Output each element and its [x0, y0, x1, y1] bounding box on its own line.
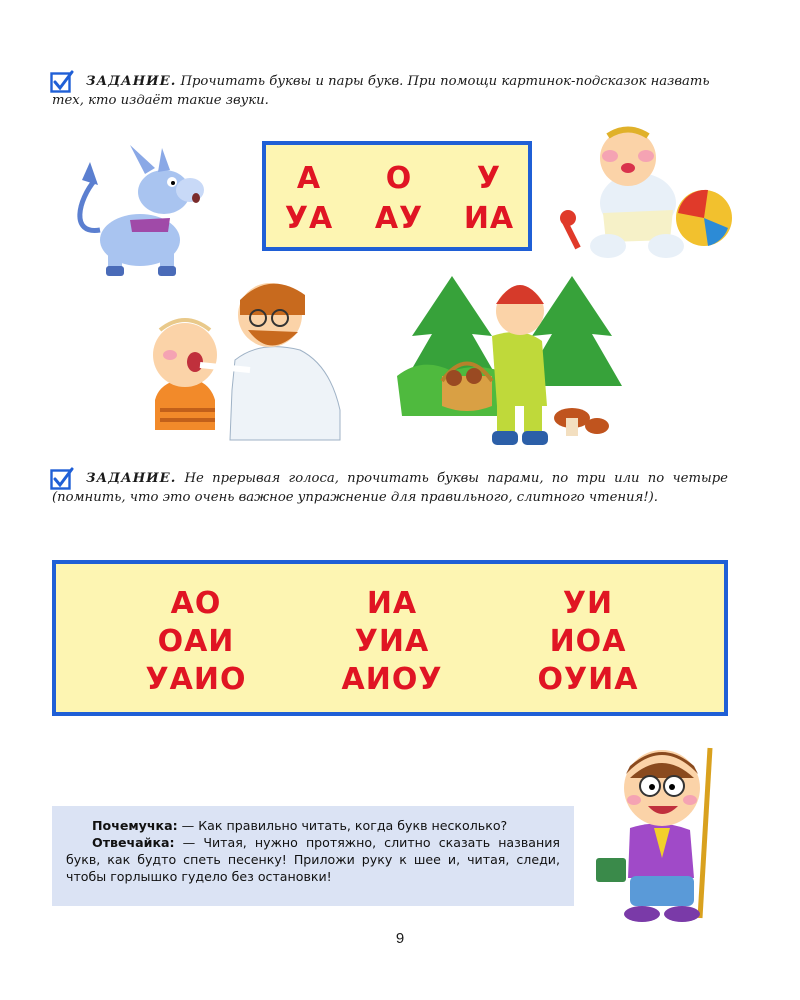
syllable-ui: УИ	[562, 586, 614, 621]
speaker-pochemuchka: Почемучка:	[92, 818, 178, 833]
task-label: ЗАДАНИЕ.	[86, 74, 177, 89]
page-number: 9	[395, 930, 405, 947]
gnome-forest-illustration	[392, 266, 632, 452]
dialog-line-1	[66, 817, 560, 834]
syllable-ouia: ОУИА	[537, 662, 639, 697]
syllable-uia: УИА	[354, 624, 430, 659]
boy-with-pointer-illustration	[590, 738, 740, 923]
speaker-otvechayka: Отвечайка:	[92, 835, 175, 850]
letter-o: О	[385, 161, 413, 196]
syllable-ioa: ИОА	[549, 624, 627, 659]
dialog-box	[52, 806, 574, 906]
syllable-aiou: АИОУ	[341, 662, 443, 697]
letters-box-large	[52, 560, 728, 716]
task-text: Прочитать буквы и пары букв. При помощи картинок-подсказок назвать тех, кто издаёт такие звуки.	[52, 74, 710, 108]
syllable-ia: ИА	[463, 201, 515, 236]
syllable-au: АУ	[374, 201, 424, 236]
syllable-uaio: УАИО	[145, 662, 247, 697]
donkey-illustration	[60, 140, 210, 280]
letters-box-small	[262, 141, 532, 251]
letter-u: У	[476, 161, 502, 196]
doctor-illustration	[140, 270, 360, 450]
checkbox-icon	[50, 70, 74, 94]
task-text: Не прерывая голоса, прочитать буквы парами, по три или по четыре (помнить, что это очень важное упражнение для правильного, слитного чтения!).	[52, 471, 728, 505]
dialog-text-2: — Читая, нужно протяжно, слитно сказать названия букв, как будто спеть песенку! Приложи руку к шее и, читая, следи, чтобы горлышко гудело без остановки!	[66, 835, 560, 884]
syllable-oai: ОАИ	[157, 624, 235, 659]
task-label: ЗАДАНИЕ.	[86, 471, 177, 486]
checkbox-icon	[50, 467, 74, 491]
crying-baby-illustration	[558, 118, 738, 268]
syllable-ua: УА	[284, 201, 334, 236]
syllable-ia: ИА	[366, 586, 418, 621]
syllable-ao: АО	[170, 586, 222, 621]
letter-a: А	[296, 161, 322, 196]
dialog-text-1: — Как правильно читать, когда букв несколько?	[181, 818, 508, 833]
task-2	[52, 469, 728, 507]
dialog-line-2	[66, 834, 560, 885]
task-1	[52, 72, 728, 110]
